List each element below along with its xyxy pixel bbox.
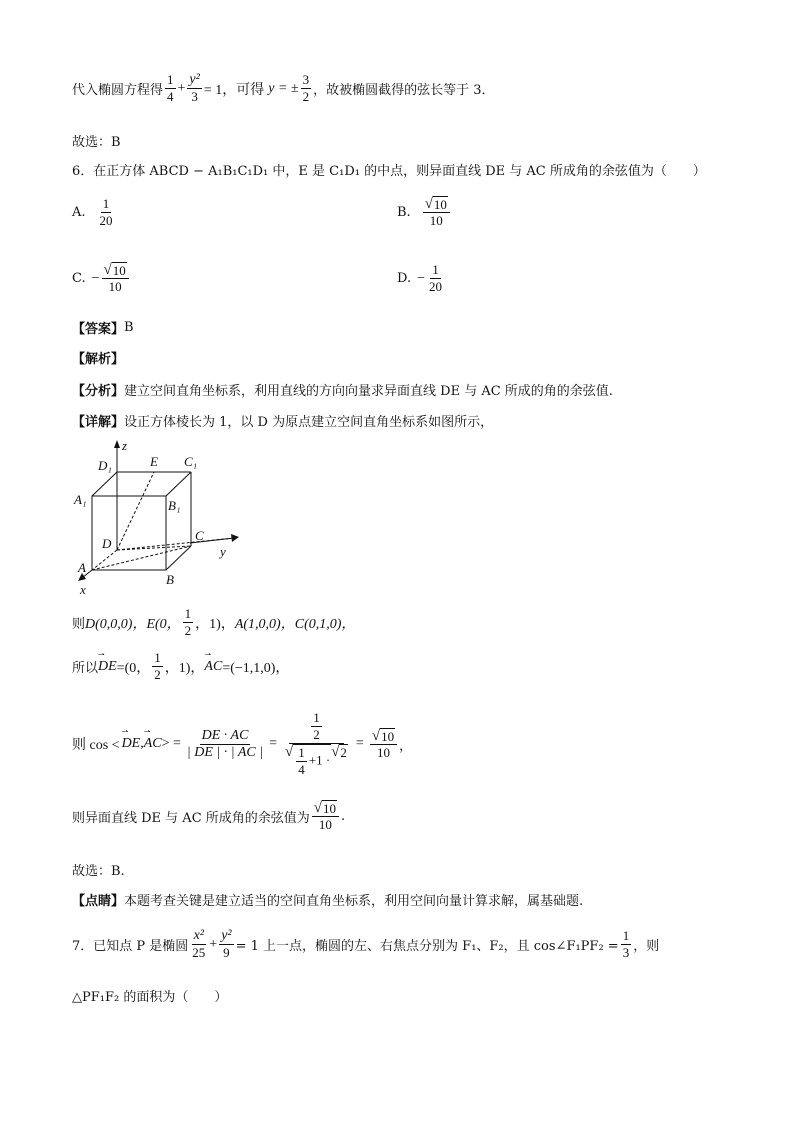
vector-de: ⇀ DE	[98, 649, 117, 674]
segment-de	[117, 472, 154, 550]
question-7-stem: 7．已知点 P 是椭圆 $\frac{\text{x²}}{25}$ + $\frac{\text{y²}}{9}$ = 1 上一点，椭圆的左、右焦点分别为 F₁、F₂，且 cos∠F₁PF₂ = $\frac{1}{3}$ ，则	[72, 928, 660, 960]
fraction-3-2: $\frac{3}{2}$	[302, 72, 310, 104]
option-a: A. $\frac{1}{20}$	[72, 196, 113, 228]
label-a: A	[78, 560, 86, 575]
ellipse-substitution-line: 代入椭圆方程得 $\frac{1}{4}$ + $\frac{\text{y²}}{3}$ = 1，可得 y = ± $\frac{3}{2}$ ，故被椭圆截得的弦长等于 3．	[72, 72, 495, 104]
label-x: x	[80, 582, 86, 597]
question-7-line2: △PF₁F₂ 的面积为（ ）	[72, 990, 228, 1005]
label-y: y	[220, 544, 226, 559]
label-b: B	[166, 572, 174, 587]
cube-front-face	[92, 496, 166, 570]
fraction-y2-3: $\frac{\text{y²}}{3}$	[189, 72, 200, 104]
answer-line: 【答案】 B	[72, 320, 134, 337]
dianjing-line: 【点睛】 本题考查关键是建立适当的空间直角坐标系，利用空间向量计算求解，属基础题.	[72, 894, 584, 909]
fenxi-line: 【分析】 建立空间直角坐标系，利用直线的方向向量求异面直线 DE 与 AC 所成的角的余弦值.	[72, 384, 613, 399]
line1-prefix: 代入椭圆方程得	[72, 83, 164, 98]
label-d1: D₁	[98, 458, 112, 473]
y-arrow-icon	[231, 534, 239, 542]
label-c: C	[195, 528, 204, 543]
label-e: E	[150, 454, 158, 469]
label-d: D	[102, 536, 112, 551]
vectors-line: 所以 ⇀ DE =(0， $\frac{1}{2}$ ，1)， ⇀ AC =(−1,1,0)，	[72, 649, 290, 682]
option-b: B. √ 10 10	[397, 196, 452, 229]
conclusion-line: 则异面直线 DE 与 AC 所成角的余弦值为 √ 10 10 .	[72, 800, 346, 832]
z-arrow-icon	[114, 440, 120, 448]
choose-line-1: 故选：B	[72, 135, 121, 150]
cosine-computation-line: 则 cos < ⇀ DE , ⇀ AC > = $\frac{DE \cdot AC}{| DE | \cdot | AC |}$ = $\frac{1}{2}$ √ $\frac{1}{4}$ +1 · √ 2 = √ 10 10 ，	[72, 710, 413, 777]
xiangjie-line: 【详解】 设正方体棱长为 1，以 D 为原点建立空间直角坐标系如图所示，	[72, 415, 494, 430]
choose-line-2: 故选：B.	[72, 864, 125, 879]
fraction-1-4: $\frac{1}{4}$	[167, 72, 174, 104]
label-a1: A₁	[74, 492, 87, 507]
label-c1: C₁	[184, 454, 198, 469]
label-z: z	[122, 438, 128, 453]
question-6-stem: 6．在正方体 ABCD − A₁B₁C₁D₁ 中，E 是 C₁D₁ 的中点，则异面直线 DE 与 AC 所成角的余弦值为（ ）	[72, 164, 706, 179]
option-d: D. − $\frac{1}{20}$	[397, 262, 442, 294]
cube-coordinate-figure	[72, 438, 242, 598]
coordinates-line: 则 D(0,0,0)， E(0， $\frac{1}{2}$ ，1)， A(1,0,0)， C(0,1,0)，	[72, 606, 356, 638]
label-b1: B₁	[168, 498, 181, 513]
option-c: C. − √ 10 10	[72, 262, 131, 295]
analysis-heading: 【解析】	[72, 352, 125, 367]
vector-ac: ⇀ AC	[204, 649, 223, 674]
